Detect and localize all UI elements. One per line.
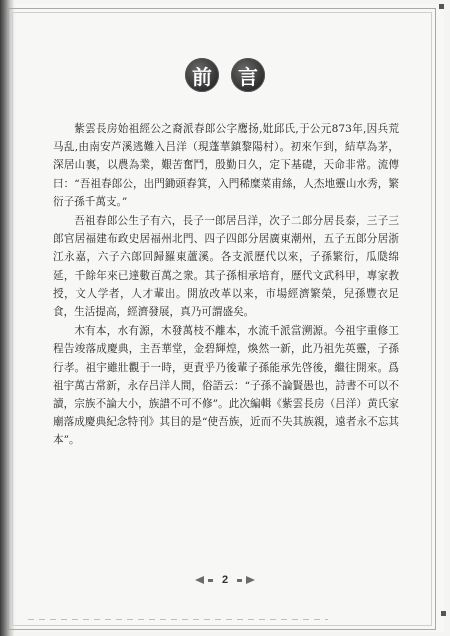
footer-dash-icon [208, 579, 213, 582]
page-number: 2 [221, 574, 229, 586]
left-arrow-icon [195, 576, 204, 584]
right-arrow-icon [246, 576, 255, 584]
page-title [0, 58, 450, 92]
title-char-1: 前 [185, 58, 219, 92]
scan-corner-mark [439, 4, 444, 9]
title-char-2: 言 [231, 58, 265, 92]
paragraph-2: 吾祖春郎公生子有六，長子一郎居吕洋，次子二郎分居長泰，三子三郎官居福建布政史居福州北門、四子四郎分居廣東潮州，五子五郎分居浙江永嘉，六子六郎回歸羅東蘆溪。各支派歷代以來，子孫繁衍，瓜瓞绵延，千餘年來已達數百萬之衆。其子孫相承培育，歷代文武科甲，專家教授，文人学者，人才輩出。開放改革以来，市場經濟繁榮，兒孫豐衣足食，生活提高，經濟發展，真乃可謂盛矣。 [53, 215, 399, 319]
paragraph-3: 木有本，水有源，木發萬枝不離本，水流千派當溯源。今祖宇重修工程告竣落成慶典，主吾華堂，金碧輝煌，煥然一新，此乃祖先英靈，子孫行孝。祖宇雖壯觀于一時，更責乎乃後輩子孫能承先啓後，繼往開來。爲祖宇萬古常新，永存吕洋人間，俗語云：“子孫不論賢愚也，詩書不可以不讀，宗族不論大小，族譜不可不修”。此次編輯《紫雲長房（吕洋）黄氏家廟落成慶典紀念特刊》其目的是“使吾族，近而不失其族親，遠者永不忘其本”。 [53, 325, 399, 447]
footer-dash-icon [237, 579, 242, 582]
preface-body [53, 120, 399, 450]
scan-artifact-line [28, 619, 328, 620]
scan-corner-mark-bottom [441, 611, 446, 616]
paragraph-1: 紫雲長房始祖經公之裔派春郎公字鹰扬,妣邱氏,于公元873年,因兵荒马乱,由南安芦溪逃難入吕洋（現蓬華鎮黎陽村）。初來乍到，結草為茅，深居山裏，以農為業，艱苦奮鬥，殷勤日久，定下基礎，天命非常。流傳曰：“吾祖春郎公，出門鋤頭舂箕，入門稀糜菜甫絲，人杰地靈山水秀，繁衍子孫千萬支。” [53, 123, 399, 208]
page-footer [0, 574, 450, 586]
